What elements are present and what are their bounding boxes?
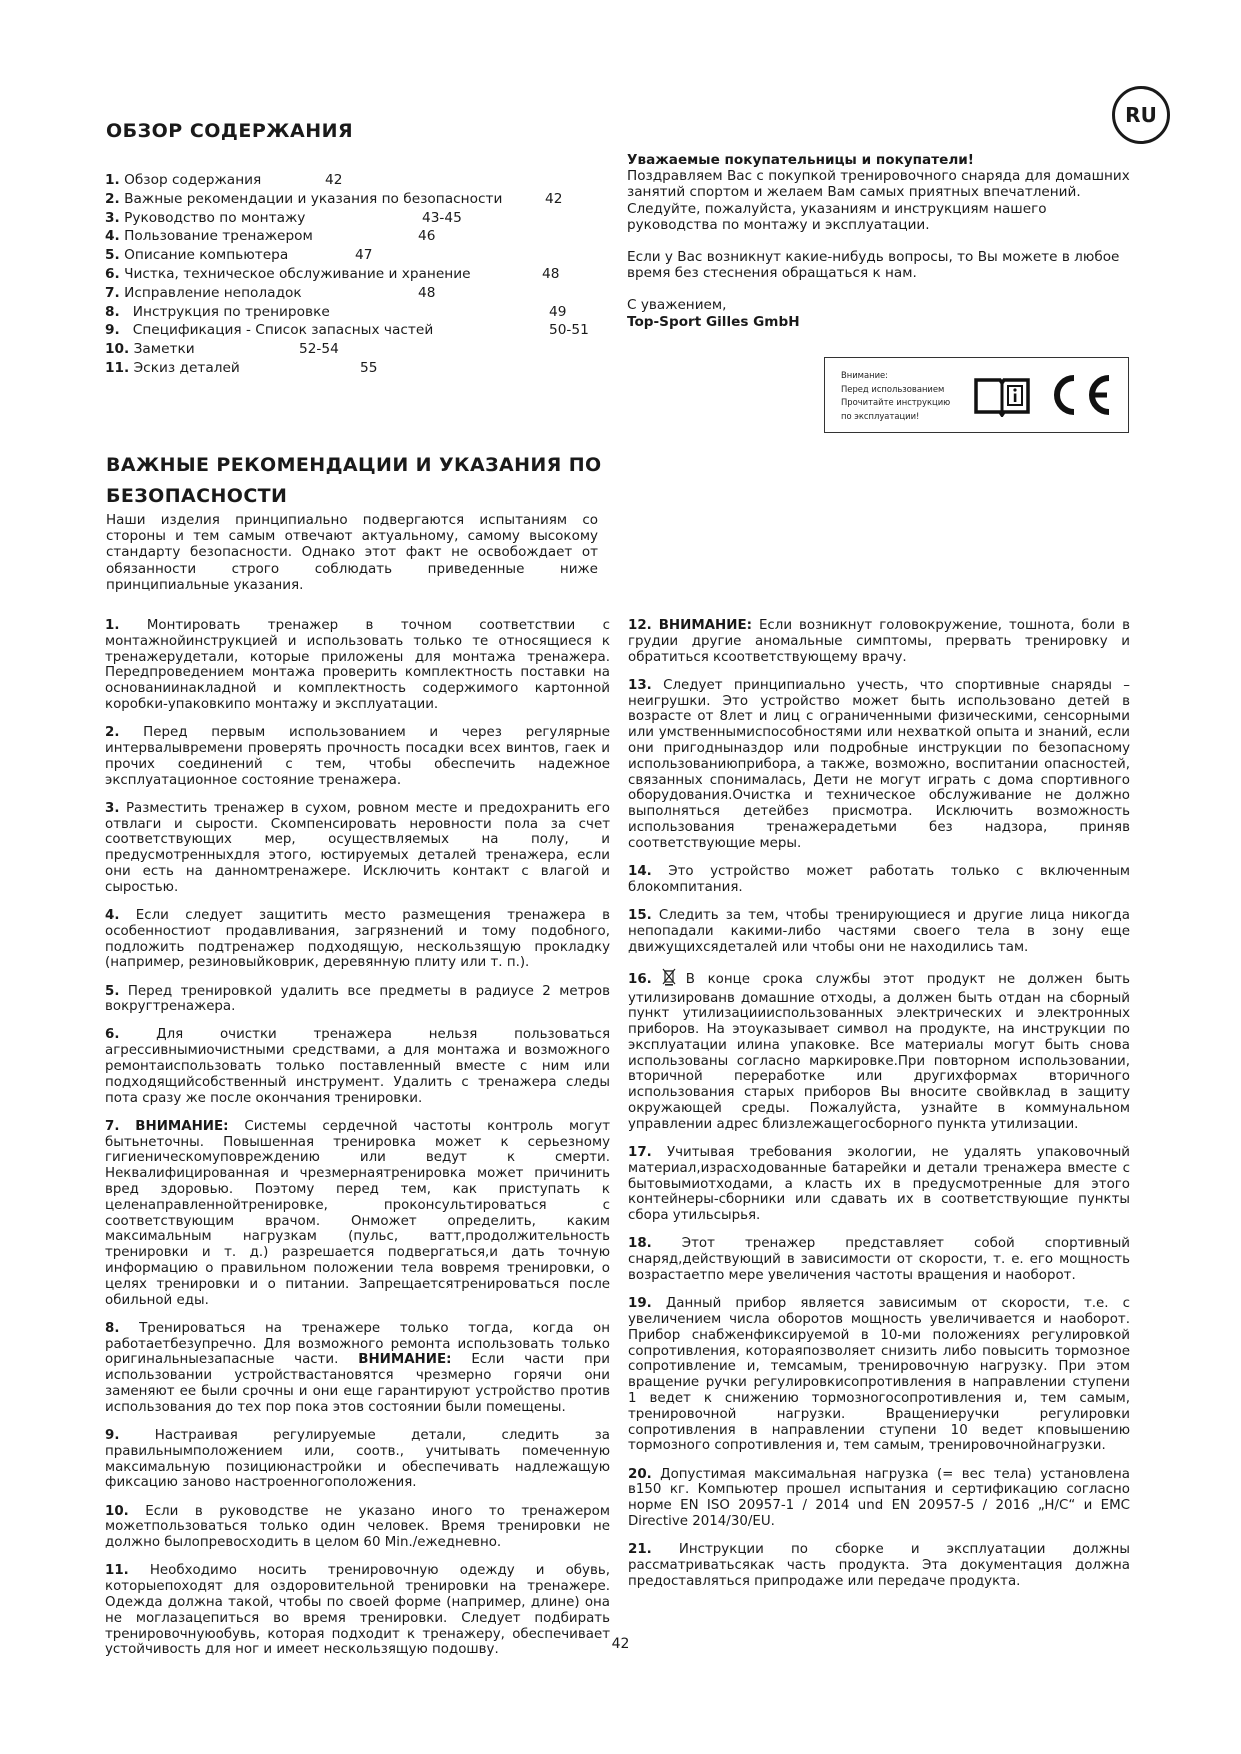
crossed-bin-icon <box>662 968 676 991</box>
greeting-paragraph: Если у Вас возникнут какие-нибудь вопросы, то Вы можете в любое время без стеснения обращаться к нам. <box>627 249 1120 282</box>
safety-item: 8. Тренироваться на тренажере только тогда, когда он работаетбезупречно. Для возможного ремонта использовать только оригинальныезапасные части. ВНИМАНИЕ: Если части при использовании устройствастановятся чрезмерно горячи они заменяют ее были срочны и они еще гарантируют устройство против использования до тех пор пока этов состоянии были помещены. <box>105 1320 611 1415</box>
safety-item: 21. Инструкции по сборке и эксплуатации должны рассматриватьсякак часть продукта. Эта документация должна предоставляться припродаже или передаче продукта. <box>628 1542 1130 1589</box>
safety-item: 7. ВНИМАНИЕ: Системы сердечной частоты контроль могут бытьнеточны. Повышенная тренировка может к серьезному гигиеническомуповреждению или ведут к смерти. Неквалифицированная и чрезмернаятренировка может причинить вред здоровью. Поэтому перед тем, как приступать к целенаправленнойтренировке, проконсультироваться с соответствующим врачом. Онможет определить, каким максимальным нагрузкам (пульс, ватт,продолжительность тренировки и т. д.) разрешается подвергаться,и дать точную информацию о правильном положении тела вовремя тренировки, о целях тренировки и о питании. Запрещаетсятренироваться после обильной еды. <box>105 1118 610 1308</box>
safety-item: 16. В конце срока службы этот продукт не должен быть утилизированв домашние отходы, а должен быть отдан на сборный пункт утилизациииспользованных электрических и электронных приборов. На этоуказывает символ на продукте, на инструкции по эксплуатации илина упаковке. Все материалы могут быть снова использованы согласно маркировке.При повторном использовании, вторичной переработке или другихформах вторичного использования старых приборов Вы вносите свойвклад в защиту окружающей среды. Пожалуйста, узнайте в коммунальном управлении адрес близлежащегосборного пункта утилизации. <box>628 968 1130 1133</box>
toc-item: 6. Чистка, техническое обслуживание и хранение 48 <box>105 265 560 282</box>
company-name: Top-Sport Gilles GmbH <box>627 313 800 330</box>
toc-item: 7. Исправление неполадок 48 <box>105 284 436 301</box>
safety-item: 11. Необходимо носить тренировочную одежду и обувь, которыепоходят для оздоровительной тренировки на тренажере. Одежда должна такой, чтобы по своей форме (например, длине) она не моглазацепиться во время тренировки. Следует подбирать тренировочнуюобувь, которая подходит к тренажеру, обеспечивает устойчивость для ног и имеет нескользящую подошву. <box>105 1563 610 1658</box>
safety-title: ВАЖНЫЕ РЕКОМЕНДАЦИИ И УКАЗАНИЯ ПО БЕЗОПАСНОСТИ <box>106 454 602 507</box>
safety-item: 9. Настраивая регулируемые детали, следить за правильнымположением или, соотв., учитывать помеченную максимальную позициюнастройки и обеспечивать надлежащую фиксацию заново настроенногоположения. <box>105 1427 611 1491</box>
safety-column-left <box>105 618 610 1671</box>
safety-item: 17. Учитывая требования экологии, не удалять упаковочный материал,израсходованные батарейки и детали тренажера вместе с бытовымиотходами, а класть их в предусмотренные для этого контейнеры-сборники или сдавать их в соответствующие пункты сбора утильсырья. <box>628 1145 1130 1224</box>
greeting-paragraph: Поздравляем Вас с покупкой тренировочного снаряда для домашних занятий спортом и желаем Вам самых приятных впечатлений. Следуйте, пожалуйста, указаниям и инструкциям нашего руководства по монтажу и эксплуатации. <box>627 168 1130 233</box>
safety-item: 6. Для очистки тренажера нельзя пользоваться агрессивнымиочистными средствами, а для монтажа и возможного ремонтаиспользовать только поставленный вместе с ним или подходящийсобственный инструмент. Удалить с тренажера следы пота сразу же после окончания тренировки. <box>105 1027 610 1106</box>
safety-item: 2. Перед первым использованием и через регулярные интервалывремени проверять прочность посадки всех винтов, гаек и прочих соединений с тем, чтобы обеспечить надежное эксплуатационное состояние тренажера. <box>105 725 610 788</box>
safety-column-right <box>628 618 1130 1602</box>
safety-item: 4. Если следует защитить место размещения тренажера в особенностиот продавливания, загрязнений и тому подобного, подложить подтренажер подходящую, нескользящую прокладку (например, резиновыйковрик, деревянную плиту или т. п.). <box>105 907 610 971</box>
greeting-section <box>627 152 1137 346</box>
ce-mark-icon <box>1043 372 1115 418</box>
toc-item: 5. Описание компьютера 47 <box>105 247 373 264</box>
greeting-closing: С уважением, <box>627 297 727 314</box>
language-badge: RU <box>1112 86 1170 144</box>
toc-title: ОБЗОР СОДЕРЖАНИЯ <box>106 120 354 142</box>
table-of-contents <box>105 171 595 378</box>
safety-item: 18. Этот тренажер представляет собой спортивный снаряд,действующий в зависимости от скорости, т. е. его мощность возрастаетпо мере увеличения частоты вращения и наоборот. <box>628 1236 1130 1284</box>
toc-item: 9. Спецификация - Список запасных частей 50-51 <box>105 322 589 339</box>
safety-intro: Наши изделия принципиально подвергаются испытаниям со стороны и тем самым отвечают актуальному, самому высокому стандарту безопасности. Однако этот факт не освобождает от обязанности строго соблюдать приведенные ниже принципиальные указания. <box>106 512 598 593</box>
toc-item: 10. Заметки 52-54 <box>105 341 339 358</box>
safety-item: 3. Разместить тренажер в сухом, ровном месте и предохранить его отвлаги и сырости. Скомпенсировать неровности пола за счет соответствующих мер, осуществляемых на полу, и предусмотренныхдля этого, юстируемых деталей тренажера, если они есть на данномтренажере. Исключить контакт с влагой и сыростью. <box>105 800 610 895</box>
toc-item: 11. Эскиз деталей 55 <box>105 359 378 376</box>
page-number: 42 <box>611 1636 630 1652</box>
safety-item: 1. Монтировать тренажер в точном соответствии с монтажнойинструкцией и использовать только те относящиеся к тренажерудетали, которые приложены для монтажа тренажера. Передпроведением монтажа проверить комплектность поставки на основаниинакладной и комплектность содержимого картонной коробки-упаковкипо монтажу и эксплуатации. <box>105 618 610 712</box>
safety-item: 19. Данный прибор является зависимым от скорости, т.е. с увеличением числа оборотов мощность увеличивается и наоборот. Прибор снабженфиксируемой в 10-ми положениях регулировкой сопротивления, котораяпозволяет снизить либо повысить тормозное сопротивление и, темсамым, тренировочную нагрузку. При этом вращение ручки регулировкисопротивления в направлении ступени 1 ведет к снижению тормозногосопротивления и, тем самым, тренировочной нагрузки. Вращениеручки регулировки сопротивления в направлении ступени 10 ведет кповышению тормозного сопротивления и, тем самым, тренировочнойнагрузки. <box>628 1296 1130 1454</box>
read-manual-notice <box>824 357 1129 433</box>
safety-item: 10. Если в руководстве не указано иного то тренажером можетпользоваться только один человек. Время тренировки не должно былопревосходить в целом 60 Min./ежедневно. <box>105 1503 610 1551</box>
notice-text: Внимание: Перед использованием Прочитайте инструкцию по эксплуатации! <box>841 370 951 421</box>
safety-item: 14. Это устройство может работать только с включенным блокомпитания. <box>628 863 1130 895</box>
safety-item: 15. Следить за тем, чтобы тренирующиеся и другие лица никогда непопадали какими-либо частями своего тела в зону еще движущихсядеталей или чтобы они не находились там. <box>628 907 1131 955</box>
toc-item: 8. Инструкция по тренировке 49 <box>105 303 567 320</box>
safety-item: 20. Допустимая максимальная нагрузка (= вес тела) установлена в150 кг. Компьютер прошел испытания и сертификацию согласно норме EN ISO 20957-1 / 2014 und EN 20957-5 / 2016 „H/C“ и EMC Directive 2014/30/EU. <box>628 1466 1130 1529</box>
safety-item: 12. ВНИМАНИЕ: Если возникнут головокружение, тошнота, боли в грудии другие аномальные симптомы, прервать тренировку и обратиться ксоответствующему врачу. <box>628 618 1130 665</box>
greeting-heading: Уважаемые покупательницы и покупатели! <box>627 152 975 168</box>
toc-item: 3. Руководство по монтажу 43-45 <box>105 209 462 226</box>
toc-item: 1. Обзор содержания 42 <box>105 172 343 188</box>
toc-item: 4. Пользование тренажером 46 <box>105 228 436 245</box>
safety-item: 13. Следует принципиально учесть, что спортивные снаряды – неигрушки. Это устройство может быть использовано детей в возрасте от 8лет и лиц с ограниченными физическими, сенсорными или умственнымиспособностями или нехваткой опыта и знаний, если они пригодныназдор или подробные инструкции по безопасному использованиюприбора, а также, возможно, воспитании опасностей, связанных спонималась, Дети не могут играть с дома спортивного оборудования.Очистка и техническое обслуживание не должно выполняться детейбез присмотра. Исключить возможность использования тренажерадетьми без надзора, приняв соответствующие меры. <box>628 677 1130 851</box>
safety-item: 5. Перед тренировкой удалить все предметы в радиусе 2 метров вокругтренажера. <box>105 983 610 1015</box>
toc-item: 2. Важные рекомендации и указания по безопасности 42 <box>105 190 563 207</box>
manual-info-icon <box>973 375 1031 417</box>
